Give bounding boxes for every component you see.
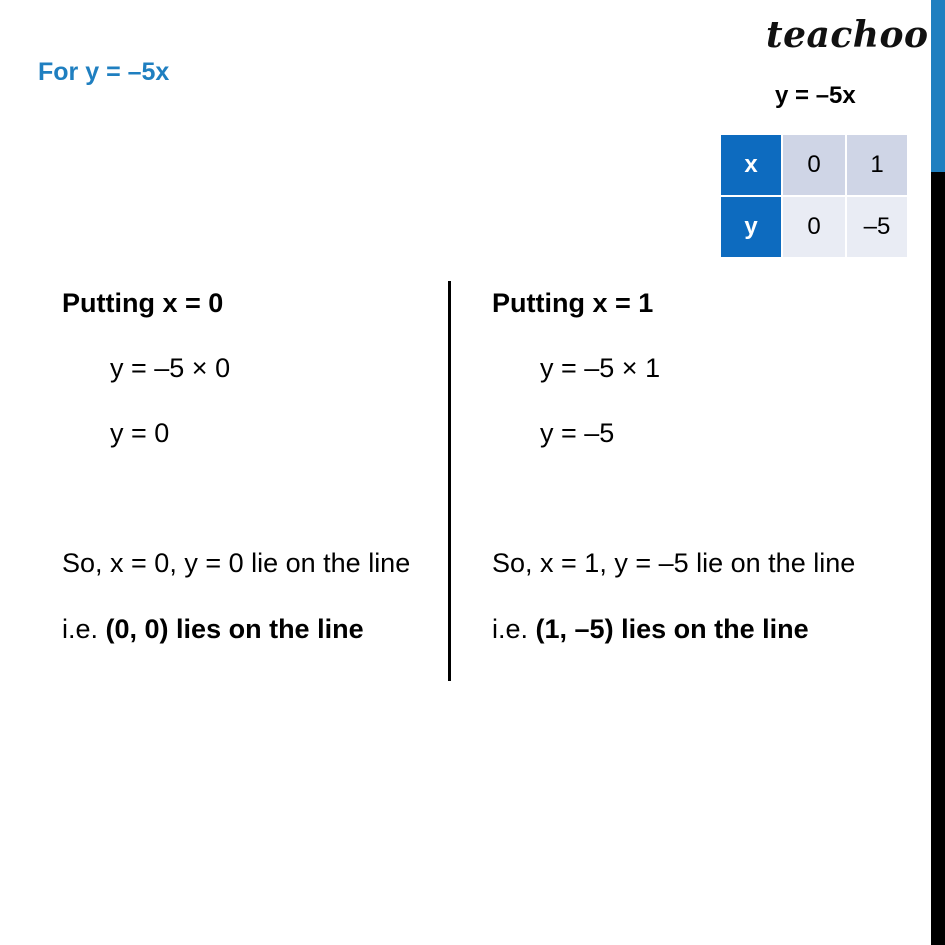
- table-title: y = –5x: [775, 82, 856, 109]
- left-conclusion: So, x = 0, y = 0 lie on the line: [62, 548, 411, 578]
- table-row-y: [721, 197, 907, 257]
- table-cell: 0: [783, 135, 845, 195]
- table-header-x: x: [721, 135, 781, 195]
- table-cell: 0: [783, 197, 845, 257]
- page-heading: For y = –5x: [38, 58, 170, 86]
- left-result-prefix: i.e.: [62, 614, 106, 644]
- teachoo-logo: teachoo: [766, 14, 929, 56]
- right-result: [492, 614, 809, 645]
- column-divider: [448, 281, 451, 681]
- right-step-2: y = –5: [540, 418, 615, 448]
- right-result-prefix: i.e.: [492, 614, 536, 644]
- table-cell: 1: [847, 135, 907, 195]
- table-header-y: y: [721, 197, 781, 257]
- left-step-2: y = 0: [110, 418, 170, 448]
- right-conclusion: So, x = 1, y = –5 lie on the line: [492, 548, 856, 578]
- table-cell: –5: [847, 197, 907, 257]
- right-step-1: y = –5 × 1: [540, 353, 661, 383]
- left-step-1: y = –5 × 0: [110, 353, 231, 383]
- left-result: [62, 614, 364, 645]
- left-step-title: Putting x = 0: [62, 288, 224, 318]
- right-edge-accent: [931, 0, 945, 172]
- right-step-title: Putting x = 1: [492, 288, 654, 318]
- table-row-x: [721, 135, 907, 195]
- xy-values-table: [719, 133, 909, 259]
- right-result-point: (1, –5) lies on the line: [535, 614, 809, 644]
- left-result-point: (0, 0) lies on the line: [105, 614, 364, 644]
